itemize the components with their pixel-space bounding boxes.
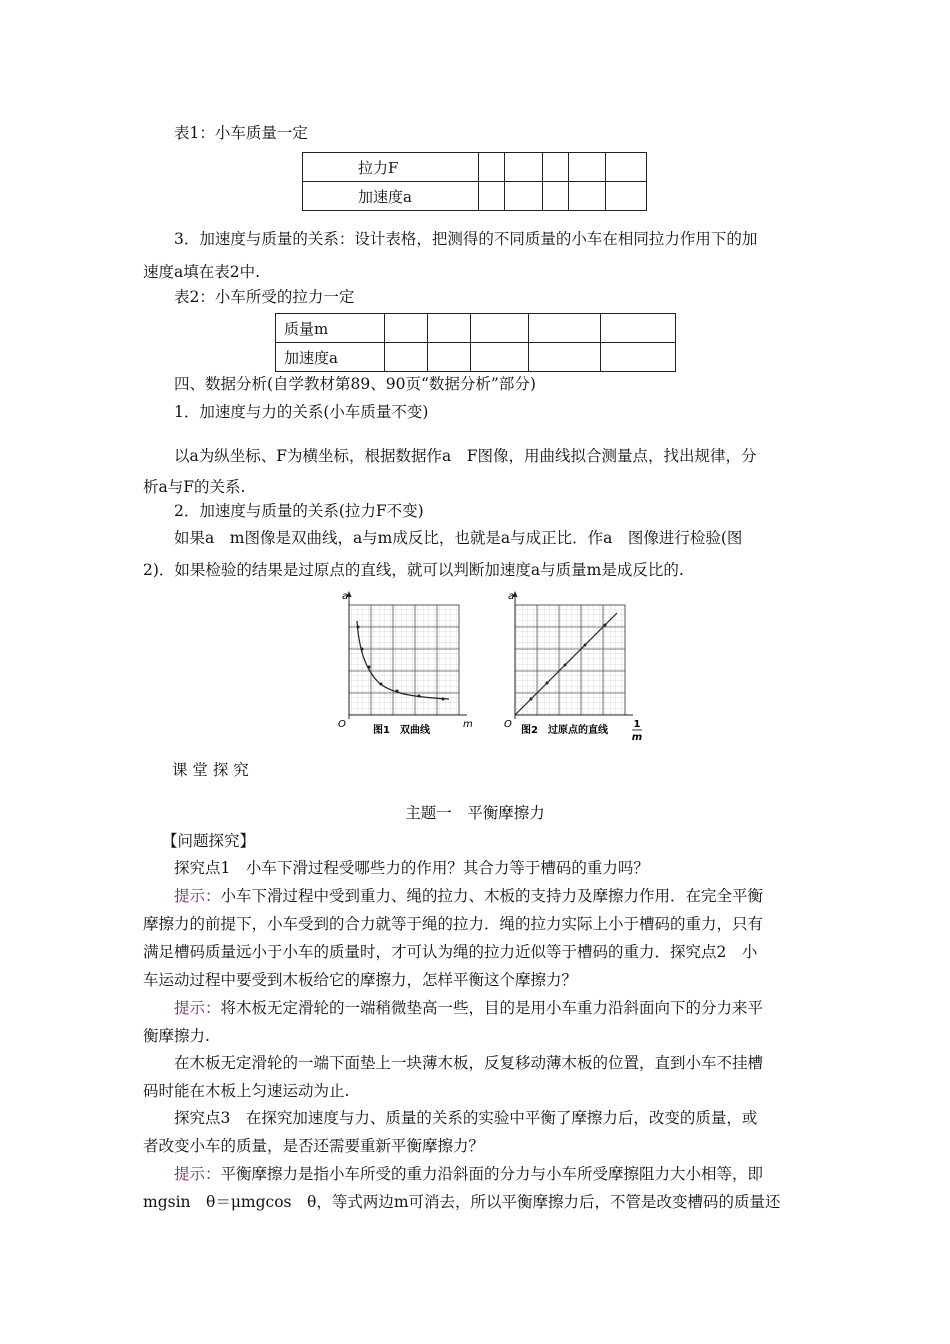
section4-para1-line1: 以a为纵坐标、F为横坐标，根据数据作a F图像，用曲线拟合测量点，找出规律，分 (174, 447, 757, 465)
table1-caption: 表1：小车质量一定 (174, 124, 308, 142)
point3-question-line2: 者改变小车的质量，是否还需要重新平衡摩擦力？ (143, 1137, 485, 1155)
figure1-x-label: m (463, 719, 473, 730)
table1-row2-label: 加速度a (303, 182, 479, 211)
point1-answer-line2: 摩擦力的前提下，小车受到的合力就等于绳的拉力．绳的拉力实际上小于槽码的重力，只有 (143, 915, 764, 933)
section4-para1-line2: 析a与F的关系. (143, 478, 246, 496)
figure1 (338, 591, 473, 736)
figure2-origin: O (504, 719, 512, 730)
figure1-caption: 图1 双曲线 (373, 725, 430, 736)
section3-line2: 速度a填在表2中. (143, 263, 261, 281)
section3-line1: 3．加速度与质量的关系：设计表格，把测得的不同质量的小车在相同拉力作用下的加 (174, 230, 758, 248)
point2-detail-line2: 码时能在木板上匀速运动为止. (143, 1082, 350, 1100)
point2-answer-line1 (174, 998, 763, 1018)
point1-hint-label: 提示： (174, 887, 221, 905)
point2-detail-line1: 在木板无定滑轮的一端下面垫上一块薄木板，反复移动薄木板的位置，直到小车不挂槽 (174, 1054, 764, 1072)
figure2-y-label: a (508, 591, 515, 602)
point2-answer-line1-text: 将木板无定滑轮的一端稍微垫高一些，目的是用小车重力沿斜面向下的分力来平 (220, 999, 764, 1017)
figure2-x-numerator: 1 (633, 719, 641, 730)
point1-answer-line1-text: 小车下滑过程中受到重力、绳的拉力、木板的支持力及摩擦力作用．在完全平衡 (220, 887, 764, 905)
point2-hint-label: 提示： (174, 999, 221, 1017)
point3-hint-label: 提示： (174, 1165, 221, 1183)
table2-caption: 表2：小车所受的拉力一定 (174, 288, 355, 306)
point3-question-line1: 探究点3 在探究加速度与力、质量的关系的实验中平衡了摩擦力后，改变的质量，或 (174, 1109, 758, 1127)
point1-question: 探究点1 小车下滑过程受哪些力的作用？其合力等于槽码的重力吗？ (174, 859, 649, 877)
table2-row1-label: 质量m (276, 314, 385, 343)
point1-answer-line4: 车运动过程中要受到木板给它的摩擦力，怎样平衡这个摩擦力？ (143, 971, 578, 989)
point1-answer-line3: 满足槽码质量远小于小车的质量时，才可认为绳的拉力近似等于槽码的重力．探究点2 小 (143, 943, 758, 961)
point3-answer-line2: mgsin θ＝μmgcos θ，等式两边m可消去，所以平衡摩擦力后，不管是改变槽码的质量还 (143, 1193, 781, 1211)
figure2-caption: 图2 过原点的直线 (521, 725, 608, 736)
point2-answer-line2: 衡摩擦力. (143, 1027, 210, 1045)
section4-sub2: 2．加速度与质量的关系(拉力F不变) (174, 502, 424, 520)
figure1-origin: O (338, 719, 346, 730)
figure1-y-label: a (342, 591, 349, 602)
figure2-x-denominator: m (631, 732, 643, 743)
class-explore-heading: 课 堂 探 究 (172, 761, 249, 779)
point3-answer-line1-text: 平衡摩擦力是指小车所受的重力沿斜面的分力与小车所受摩擦阻力大小相等，即 (220, 1165, 764, 1183)
point1-answer-line1 (174, 886, 763, 906)
table1-row1-label: 拉力F (303, 153, 479, 182)
problem-explore-heading: 【问题探究】 (162, 832, 256, 850)
section4-para2-line1: 如果a m图像是双曲线，a与m成反比，也就是a与成正比．作a 图像进行检验(图 (174, 529, 743, 547)
point3-answer-line1 (174, 1164, 763, 1184)
table2-row2-label: 加速度a (276, 343, 385, 372)
section4-title: 四、数据分析(自学教材第89、90页“数据分析”部分) (174, 375, 536, 393)
section4-sub1: 1．加速度与力的关系(小车质量不变) (174, 403, 429, 421)
section4-para2-line2: 2)．如果检验的结果是过原点的直线，就可以判断加速度a与质量m是成反比的. (143, 561, 684, 579)
figures-illustration (335, 587, 655, 747)
topic-title: 主题一 平衡摩擦力 (405, 804, 545, 822)
table1 (302, 152, 647, 211)
table2 (275, 313, 676, 372)
figure2 (504, 591, 642, 743)
